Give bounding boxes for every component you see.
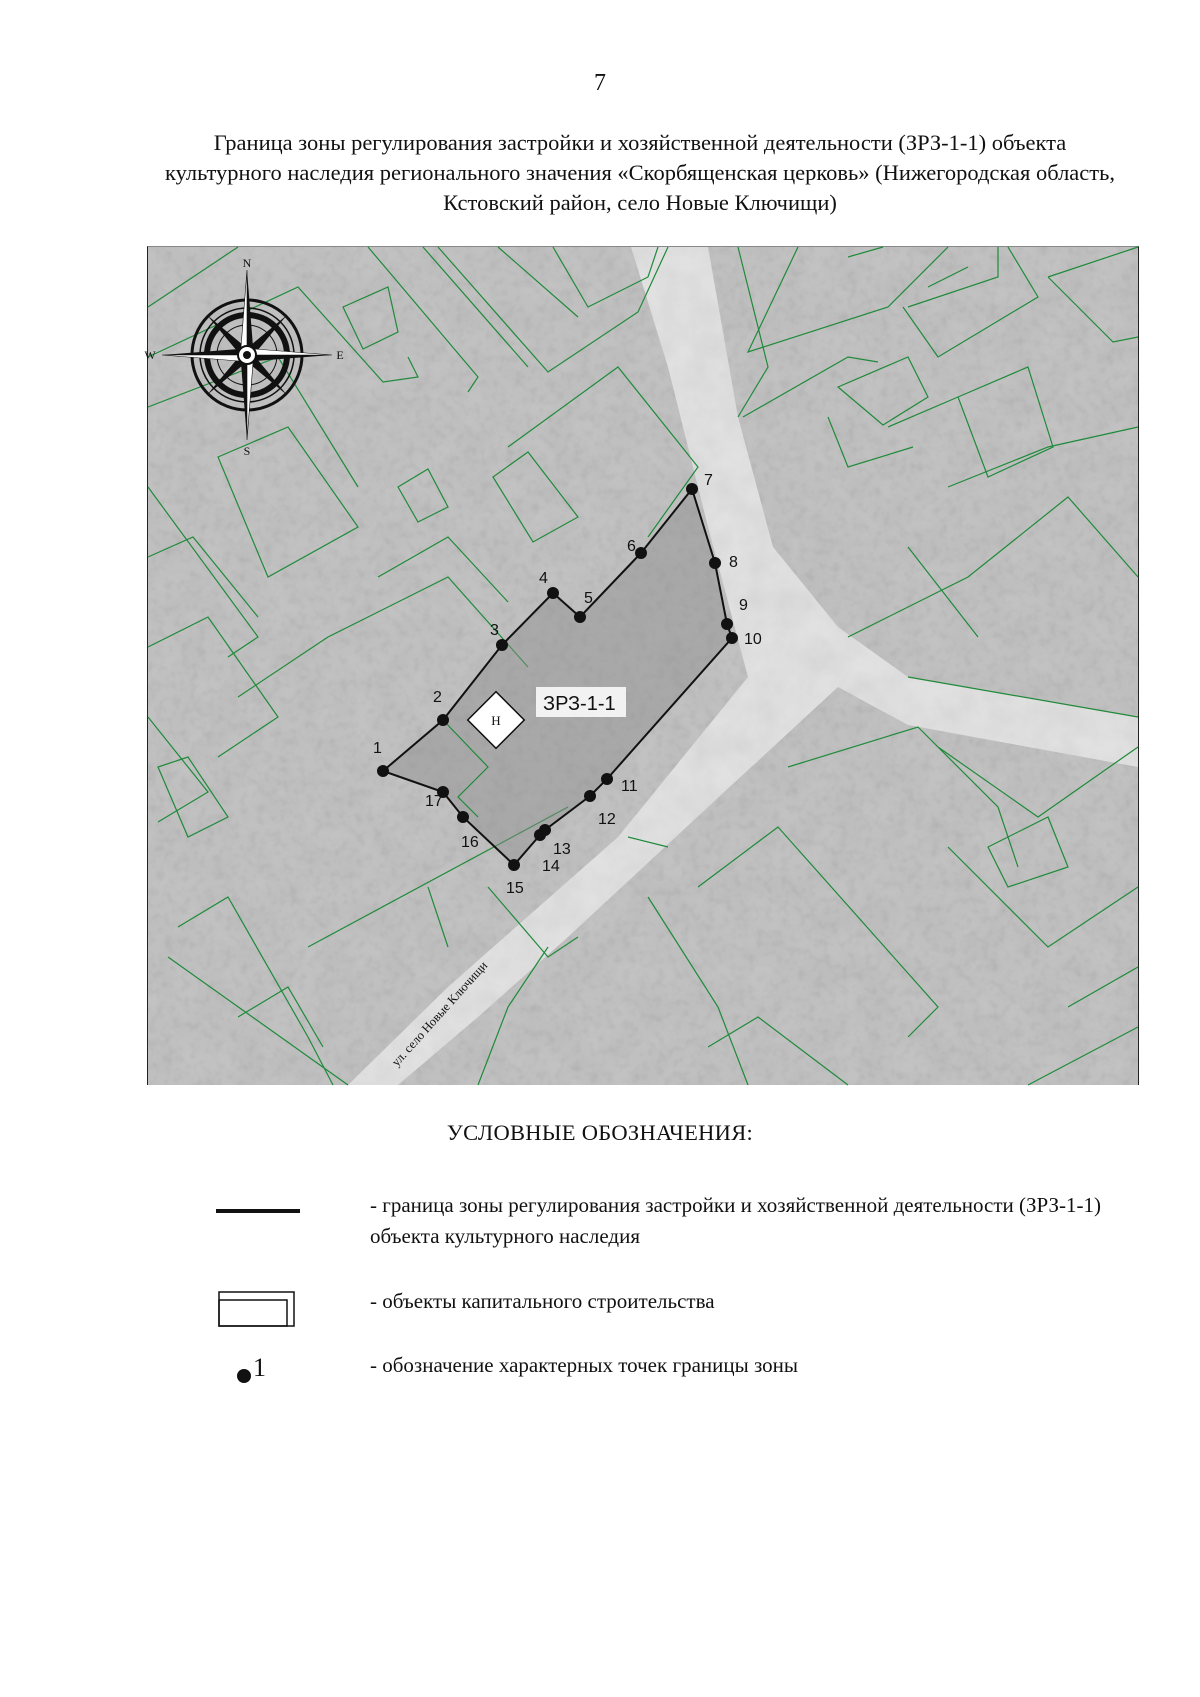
boundary-point-label: 11	[621, 778, 638, 795]
boundary-point-label: 4	[539, 570, 548, 587]
boundary-point-label: 2	[433, 689, 442, 706]
boundary-point-label: 10	[744, 631, 762, 648]
boundary-point-label: 16	[461, 834, 479, 851]
building-rect-icon	[200, 1286, 330, 1346]
legend-item-text: - объекты капитального строительства	[370, 1289, 715, 1313]
boundary-point-dot	[726, 632, 738, 644]
boundary-point-dot	[547, 587, 559, 599]
boundary-point-label: 5	[584, 590, 593, 607]
boundary-point-label: 14	[542, 858, 560, 875]
compass-north-label: N	[242, 256, 252, 270]
boundary-point-label: 13	[553, 841, 571, 858]
boundary-point-dot	[457, 811, 469, 823]
building-marker-label: Н	[491, 713, 501, 728]
boundary-point-dot	[496, 639, 508, 651]
legend-item-text: - граница зоны регулирования застройки и хозяйственной деятельности (ЗРЗ-1-1) объекта культурного наследия	[370, 1193, 1101, 1248]
boundary-point-label: 8	[729, 554, 738, 571]
point-dot-icon	[200, 1350, 330, 1410]
map-canvas[interactable]	[144, 247, 1138, 1085]
boundary-point-label: 3	[490, 622, 499, 639]
boundary-point-label: 9	[739, 597, 748, 614]
boundary-point-label: 12	[598, 811, 616, 828]
legend-point-label: 1	[253, 1353, 266, 1382]
compass-west-label: W	[144, 348, 156, 362]
boundary-point-dot	[574, 611, 586, 623]
boundary-point-label: 1	[373, 740, 382, 757]
map-frame[interactable]	[144, 246, 1139, 1085]
boundary-point-dot	[584, 790, 596, 802]
boundary-point-label: 6	[627, 538, 636, 555]
compass-south-label: S	[243, 444, 251, 458]
legend-heading: УСЛОВНЫЕ ОБОЗНАЧЕНИЯ:	[446, 1120, 754, 1145]
boundary-point-dot	[377, 765, 389, 777]
boundary-point-dot	[686, 483, 698, 495]
boundary-point-dot	[635, 547, 647, 559]
boundary-point-dot	[601, 773, 613, 785]
legend-item-text: - обозначение характерных точек границы зоны	[370, 1353, 798, 1377]
page-number: 7	[594, 70, 606, 96]
boundary-point-label: 17	[425, 793, 443, 810]
boundary-point-label: 7	[704, 472, 713, 489]
boundary-point-dot	[721, 618, 733, 630]
boundary-point-dot	[437, 714, 449, 726]
zone-label: ЗРЗ-1-1	[543, 693, 616, 715]
boundary-point-dot	[508, 859, 520, 871]
compass-east-label: E	[336, 348, 344, 362]
boundary-point-label: 15	[506, 880, 524, 897]
boundary-point-dot	[709, 557, 721, 569]
boundary-point-dot	[534, 829, 546, 841]
street-label: ул. село Новые Ключищи	[388, 958, 491, 1070]
page-title: Граница зоны регулирования застройки и хозяйственной деятельности (ЗРЗ-1-1) объекта культурного наследия регионального значения «Скорбященская церковь» (Нижегородская область, Кстовский район, село Новые Ключищи)	[164, 130, 1116, 215]
boundary-line-icon	[200, 1190, 330, 1250]
